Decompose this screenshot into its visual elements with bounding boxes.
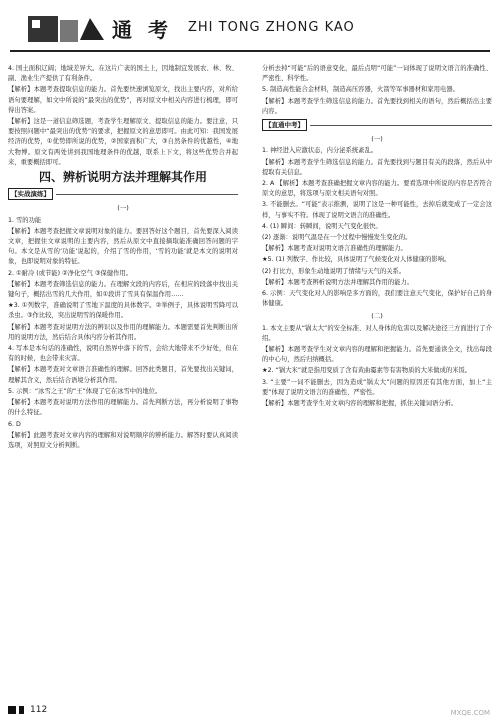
list-item: 3. “主要”一词不能删去，因为造成“锅太大”问题的原因还有其他方面，加上“主要”体现了说明文语言的准确性、严密性。 [262,378,492,396]
brand-title [112,14,170,43]
intro-answer: 4. 国土面积辽阔；地域差异大。在这片广袤的国土上，因地制宜发展农、林、牧、副、渔业生产提供了有利条件。 [8,65,238,83]
list-item: 5. 示例：“冰雪之王”的“王”体现了它在冰雪中的地位。 [8,387,162,395]
list-item: 【解析】此题考查对文章内容的理解和对说明顺序的辨析能力。解答时要认真阅读选项，对照原文分析判断。 [8,431,238,449]
list-item: 4. (1) 瞬间：转瞬间，说明天气变化很快。 [262,222,382,230]
page-header [10,8,490,56]
footer-block-icon [19,706,24,714]
intro-analysis: 【解析】本题考查提取信息的能力。首先要快速浏览原文，找出主要内容，对所给语句要理解，如文中所说的“最突出的优势”，再对原文中相关内容进行梳理，即可得出答案。 [8,86,238,114]
brand-left: 通 [112,18,134,42]
direct-exam-divider [310,125,492,126]
list-item: 6. 示例：天气变化对人的影响是多方面的，我们要注意天气变化，保护好自己的身体健康。 [262,290,492,308]
explain-paragraph: 【解析】这是一道信息筛选题，考查学生理解原文、提取信息的能力。要注意，只要按照问题中“最突出的优势”的要求，把握原文的意思即可。由此可知：我国发展经济的优势，①优势即所说的优势，②国家面积广大，③自然条件的优越性，④地大物博。原文有两处讲到我国地理条件的优越，联系上下文，将这些优势合并起来，重要概括即可。 [8,118,238,166]
footer-block-icon [8,706,16,714]
brand-right: 考 [148,18,170,42]
list-item: 1. 神经进入应激状态，内分泌系统紊乱。 [262,147,378,155]
list-item: 【解析】本题考查学生对文章内容的理解和把握，抓住关键词语分析。 [262,400,458,408]
list-item: 1. 雪的功能 [8,216,42,224]
list-item: 【解析】本题考查对文章语言准确性的理解。回答此类题目，首先要找出关键词，理解其含义，然后结合语境分析其作用。 [8,366,238,384]
list-item: 2. A 【解析】本题考查准确把握文章内容的能力。要看选项中所说的内容是否符合原文的意思，将选项与原文相关语句对照。 [262,180,492,198]
list-item: 4. 写本是本句话的准确性，说明自然界中落下的雪，会给大地带来不少好处，但在有的时候，也会带来灾害。 [8,345,238,363]
practice-divider [56,194,238,195]
practice-label: 【实战演练】 [8,188,53,200]
list-item: 【解析】本题考查学生筛选信息的能力。首先要找到与题目有关的段落，然后从中提取有关信息。 [262,158,492,176]
list-item: 2. ①耐冷 (或节能) ②净化空气 ③保健作用。 [8,269,133,277]
list-item: 【解析】本题考查筛选信息的能力。在理解文段的内容后，在相应的段落中找出关键句子，概括出雪的几大作用，如①段讲了雪具有保温作用…… [8,280,238,299]
header-rule [10,50,490,52]
list-item: ★2. “锅大米”就是指用变质了含有黄曲霉素等有害物质的大米做成的米饭。 [262,367,472,375]
list-item: (2) 逐渐：说明气温是在一个过程中慢慢发生变化的。 [262,234,412,242]
list-item: 6. D [8,420,21,428]
section-title: 四、辨析说明方法并理解其作用 [38,170,207,185]
watermark: MXQE.COM [450,709,490,717]
page-footer [8,705,47,715]
list-item: 5. 制造高性能合金材料，制造高压容器，火箭等军事器材和家用电器。 [262,86,459,94]
list-item: 3. 不能删去。“可能”表示推测，说明了这是一种可能性，去掉后就变成了一定会这样，与事实不符。体现了说明文语言的准确性。 [262,201,492,219]
list-item: 【解析】本题考查辨析说明方法并理解其作用的能力。 [262,278,414,286]
list-item: ★3. ①列数字，准确说明了雪地下温度的具体数字。②举例子，具体说明雪降可以杀虫。③作比较，突出说明雪的保暖作用。 [8,302,238,320]
list-item: 【解析】本题考查对说明方法的辨识以及作用的理解能力。本题需要首先判断出所用的说明方法，然后结合具体内容分析其作用。 [8,323,238,341]
list-item: 【解析】本题考查学生对文章内容的理解和把握能力。首先要通读全文，找出每段的中心句，然后归纳概括。 [262,346,492,364]
brand-logo-icon [26,10,108,48]
list-item: 【解析】本题考查对说明文语言准确性的理解能力。 [262,245,407,253]
part-one-heading: (一) [117,204,129,213]
practice-bar [8,188,238,200]
list-item: 分析去掉“可能”后的语意变化，最后点明“可能”一词体现了说明文语言的准确性、严密性、科学性。 [262,65,492,83]
brand-pinyin: ZHI TONG ZHONG KAO [188,20,355,35]
page-number: 112 [30,705,48,715]
list-item: 1. 本文主要从“锅太大”的安全标准、对人身体的危害以及解决途径三方面进行了介绍。 [262,324,492,342]
direct-exam-bar [262,119,492,131]
list-item: ★5. (1) 列数字、作比较，具体说明了气候变化对人体健康的影响。 [262,256,451,264]
part-heading: (一) [371,135,383,144]
part-heading: (二) [371,312,383,321]
list-item: 【解析】本题考查学生筛选信息的能力。首先要找到相关的语句，然后概括出主要内容。 [262,97,492,115]
direct-exam-label: 【直通中考】 [262,119,307,131]
list-item: 【解析】本题考查把握文章说明对象的能力。要回答好这个题目，首先要深入阅读文章，把握住文章说明的主要内容，然后从原文中直接摘取能准确回答问题的字句。本文是从雪的‘功能’说起的，介绍了雪的作用，‘雪的功能’就是本文的说明对象，也即说明对象的特征。 [8,227,238,266]
right-column [262,64,492,410]
left-column [8,64,238,452]
list-item: 【解析】本题考查对说明方法作用的理解能力。首先判断方法，再分析说明了事物的什么特征。 [8,399,238,417]
list-item: (2) 打比方，形象生动地说明了情绪与天气的关系。 [262,267,406,275]
